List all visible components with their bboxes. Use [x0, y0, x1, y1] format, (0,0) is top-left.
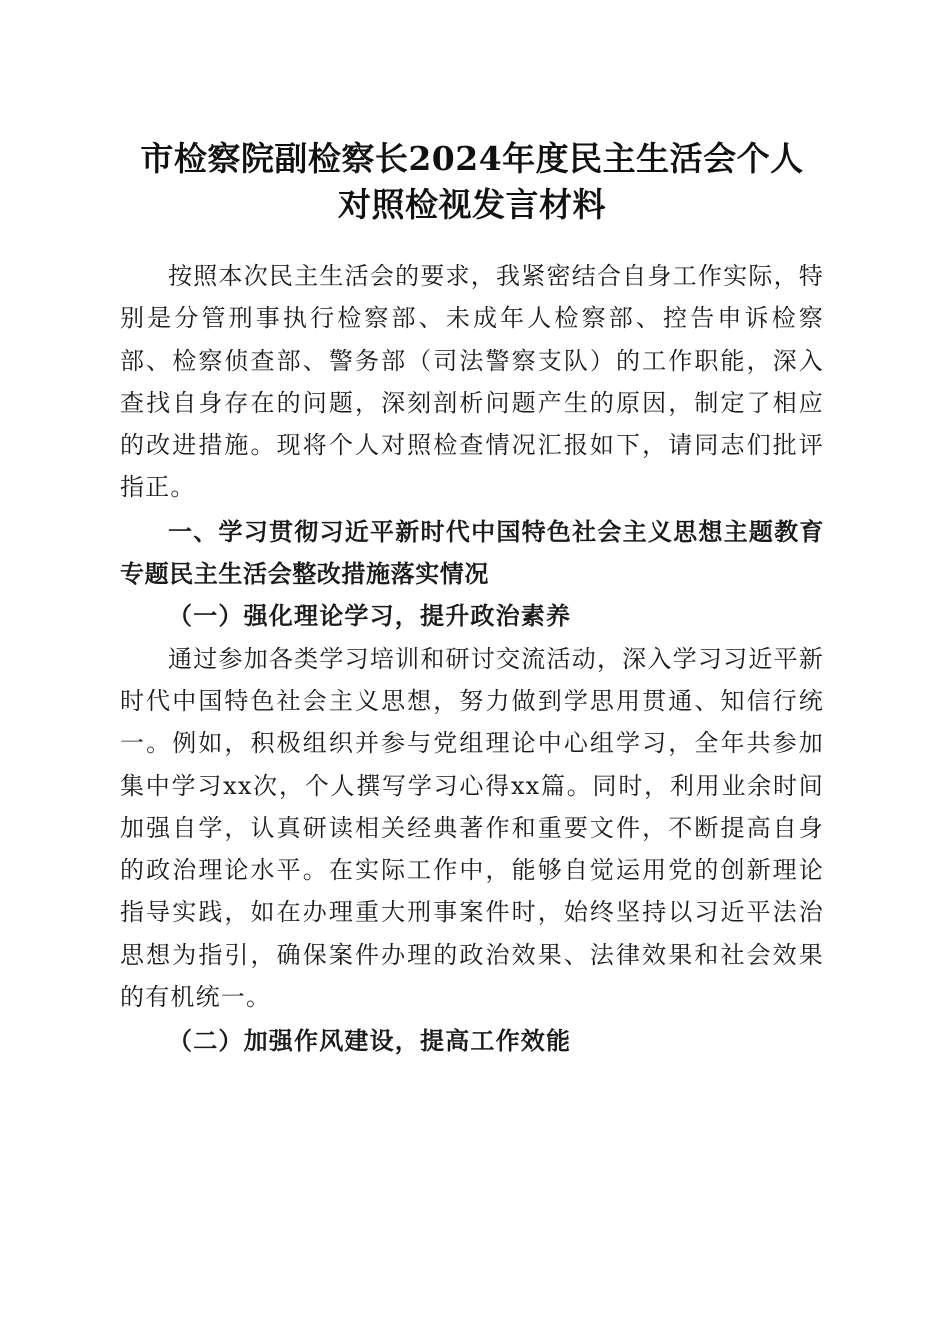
document-body [120, 255, 824, 1063]
section-1-heading: 一、学习贯彻习近平新时代中国特色社会主义思想主题教育专题民主生活会整改措施落实情况 [120, 517, 824, 589]
subsection-1-paragraph: 通过参加各类学习培训和研讨交流活动，深入学习习近平新时代中国特色社会主义思想，努力做到学思用贯通、知信行统一。例如，积极组织并参与党组理论中心组学习，全年共参加集中学习xx次，个人撰写学习心得xx篇。同时，利用业余时间加强自学，认真研读相关经典著作和重要文件，不断提高自身的政治理论水平。在实际工作中，能够自觉运用党的创新理论指导实践，如在办理重大刑事案件时，始终坚持以习近平法治思想为指引，确保案件办理的政治效果、法律效果和社会效果的有机统一。 [120, 644, 824, 1012]
title-line-1: 市检察院副检察长2024年度民主生活会个人 [140, 139, 804, 178]
subsection-2-heading: （二）加强作风建设，提高工作效能 [168, 1026, 572, 1056]
intro-paragraph: 按照本次民主生活会的要求，我紧密结合自身工作实际，特别是分管刑事执行检察部、未成年人检察部、控告申诉检察部、检察侦查部、警务部（司法警察支队）的工作职能，深入查找自身存在的问题，深刻剖析问题产生的原因，制定了相应的改进措施。现将个人对照检查情况汇报如下，请同志们批评指正。 [120, 262, 824, 502]
title-line-2: 对照检视发言材料 [338, 185, 606, 224]
document-title [120, 136, 824, 228]
subsection-1-heading: （一）强化理论学习，提升政治素养 [168, 601, 572, 631]
